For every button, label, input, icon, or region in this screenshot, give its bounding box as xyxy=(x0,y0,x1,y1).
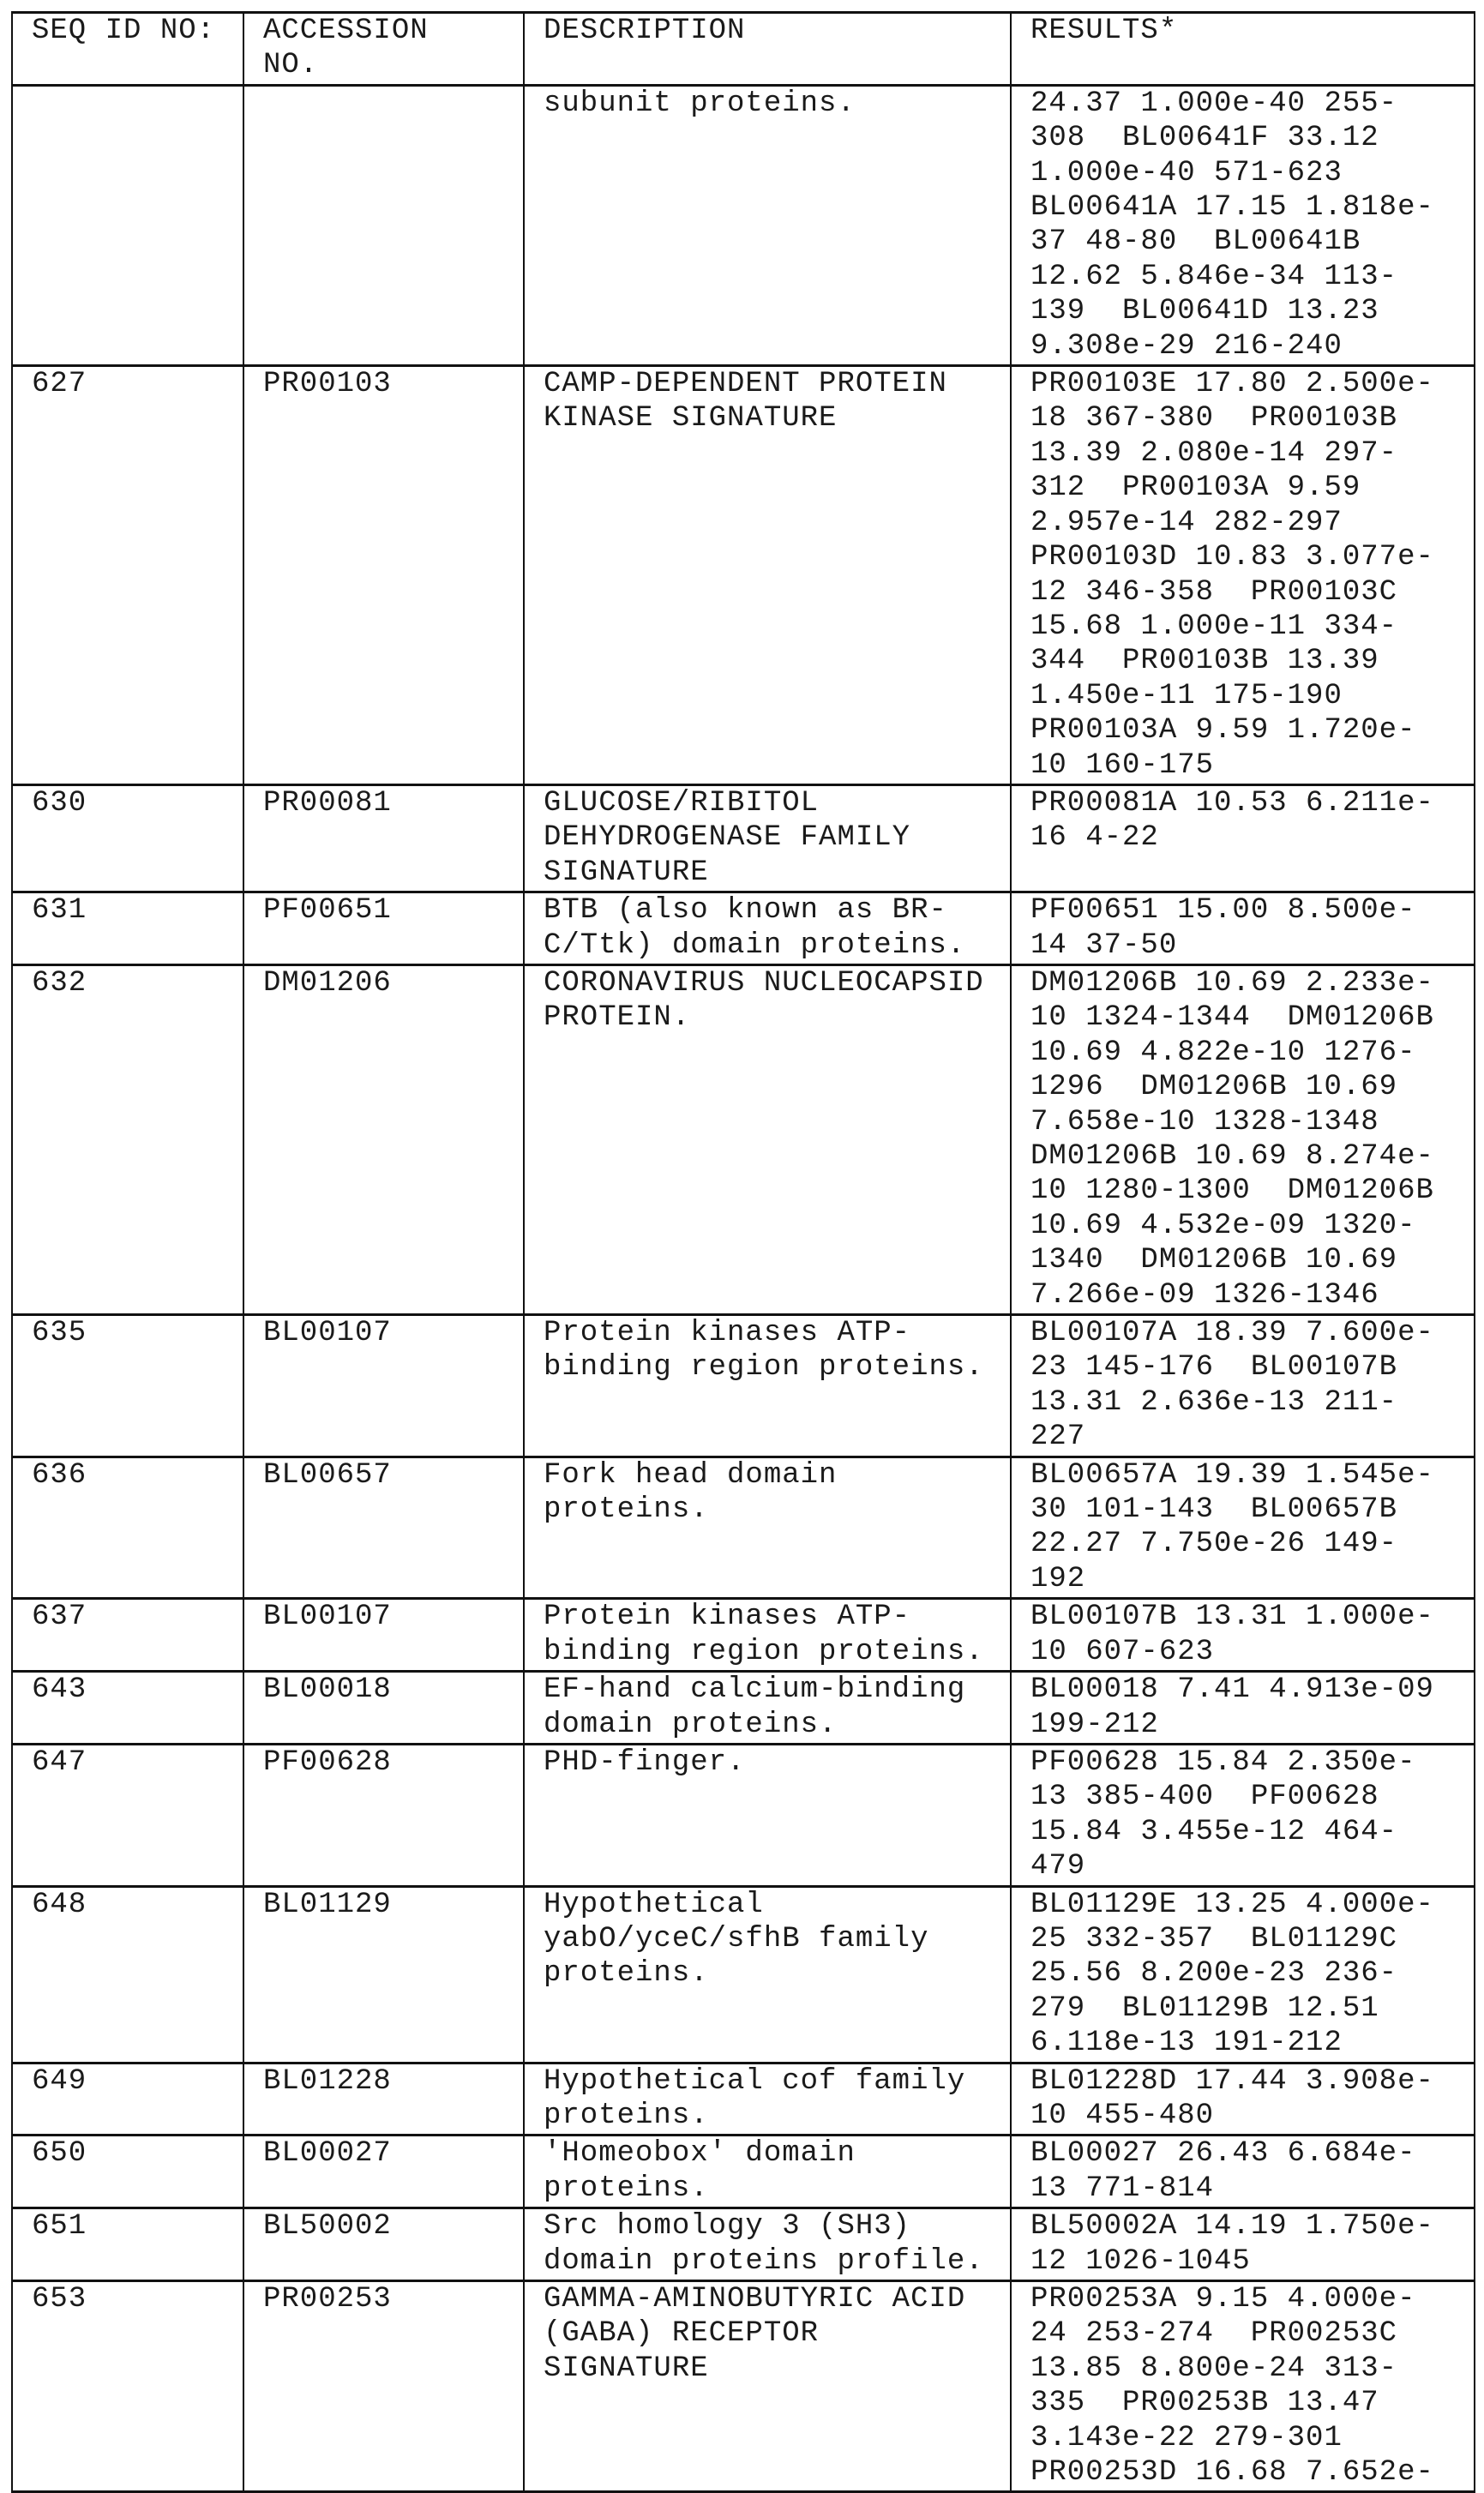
results-cell: PR00253A 9.15 4.000e- 24 253-274 PR00253C 13.85 8.800e-24 313- 335 PR00253B 13.47 3.143e-22 279-301 PR00253D 16.68 7.652e- xyxy=(1011,2281,1475,2492)
description-cell: Src homology 3 (SH3) domain proteins profile. xyxy=(524,2208,1011,2281)
accession-cell: BL01129 xyxy=(243,1886,524,2063)
results-cell: BL00107A 18.39 7.600e- 23 145-176 BL00107B 13.31 2.636e-13 211- 227 xyxy=(1011,1315,1475,1457)
results-cell: 24.37 1.000e-40 255- 308 BL00641F 33.12 1.000e-40 571-623 BL00641A 17.15 1.818e- 37 48-80 BL00641B 12.62 5.846e-34 113- 139 BL00641D 13.23 9.308e-29 216-240 xyxy=(1011,85,1475,365)
table-row xyxy=(12,1457,1475,1599)
results-cell: PF00628 15.84 2.350e- 13 385-400 PF00628 15.84 3.455e-12 464- 479 xyxy=(1011,1744,1475,1886)
seq-id-cell: 630 xyxy=(12,784,243,892)
table-row xyxy=(12,1315,1475,1457)
seq-id-cell: 648 xyxy=(12,1886,243,2063)
seq-id-cell xyxy=(12,85,243,365)
seq-id-cell: 631 xyxy=(12,892,243,965)
table-row xyxy=(12,1886,1475,2063)
description-cell: Fork head domain proteins. xyxy=(524,1457,1011,1599)
description-cell: GAMMA-AMINOBUTYRIC ACID (GABA) RECEPTOR SIGNATURE xyxy=(524,2281,1011,2492)
accession-cell xyxy=(243,85,524,365)
table-row xyxy=(12,366,1475,785)
results-cell: BL00018 7.41 4.913e-09 199-212 xyxy=(1011,1672,1475,1745)
table-row xyxy=(12,892,1475,965)
results-cell: BL50002A 14.19 1.750e- 12 1026-1045 xyxy=(1011,2208,1475,2281)
description-cell: Protein kinases ATP- binding region proteins. xyxy=(524,1599,1011,1672)
seq-id-cell: 636 xyxy=(12,1457,243,1599)
accession-cell: BL01228 xyxy=(243,2063,524,2136)
description-cell: CORONAVIRUS NUCLEOCAPSID PROTEIN. xyxy=(524,964,1011,1314)
table-row xyxy=(12,964,1475,1314)
seq-id-cell: 637 xyxy=(12,1599,243,1672)
seq-id-cell: 653 xyxy=(12,2281,243,2492)
accession-cell: PF00651 xyxy=(243,892,524,965)
accession-cell: BL00107 xyxy=(243,1599,524,1672)
accession-cell: BL00107 xyxy=(243,1315,524,1457)
table-row xyxy=(12,1599,1475,1672)
seq-id-cell: 647 xyxy=(12,1744,243,1886)
accession-cell: PR00253 xyxy=(243,2281,524,2492)
header-row xyxy=(12,13,1475,86)
description-cell: CAMP-DEPENDENT PROTEIN KINASE SIGNATURE xyxy=(524,366,1011,785)
seq-id-cell: 650 xyxy=(12,2136,243,2208)
table-row xyxy=(12,85,1475,365)
description-cell: 'Homeobox' domain proteins. xyxy=(524,2136,1011,2208)
table-row xyxy=(12,1672,1475,1745)
description-cell: Hypothetical yabO/yceC/sfhB family proteins. xyxy=(524,1886,1011,2063)
header-results: RESULTS* xyxy=(1011,13,1475,86)
description-cell: GLUCOSE/RIBITOL DEHYDROGENASE FAMILY SIGNATURE xyxy=(524,784,1011,892)
results-cell: PF00651 15.00 8.500e- 14 37-50 xyxy=(1011,892,1475,965)
seq-id-cell: 643 xyxy=(12,1672,243,1745)
table-row xyxy=(12,784,1475,892)
seq-id-cell: 649 xyxy=(12,2063,243,2136)
results-table xyxy=(11,11,1475,2493)
accession-cell: PR00103 xyxy=(243,366,524,785)
table-row xyxy=(12,2136,1475,2208)
description-cell: Hypothetical cof family proteins. xyxy=(524,2063,1011,2136)
table-row xyxy=(12,2208,1475,2281)
header-description: DESCRIPTION xyxy=(524,13,1011,86)
accession-cell: BL00027 xyxy=(243,2136,524,2208)
header-accession: ACCESSION NO. xyxy=(243,13,524,86)
description-cell: BTB (also known as BR- C/Ttk) domain proteins. xyxy=(524,892,1011,965)
seq-id-cell: 651 xyxy=(12,2208,243,2281)
header-seq-id: SEQ ID NO: xyxy=(12,13,243,86)
accession-cell: PR00081 xyxy=(243,784,524,892)
description-cell: Protein kinases ATP- binding region proteins. xyxy=(524,1315,1011,1457)
accession-cell: BL00018 xyxy=(243,1672,524,1745)
results-cell: PR00081A 10.53 6.211e- 16 4-22 xyxy=(1011,784,1475,892)
results-cell: BL00657A 19.39 1.545e- 30 101-143 BL00657B 22.27 7.750e-26 149- 192 xyxy=(1011,1457,1475,1599)
description-cell: EF-hand calcium-binding domain proteins. xyxy=(524,1672,1011,1745)
table-row xyxy=(12,2063,1475,2136)
table-body xyxy=(12,85,1475,2492)
seq-id-cell: 635 xyxy=(12,1315,243,1457)
results-cell: BL01228D 17.44 3.908e- 10 455-480 xyxy=(1011,2063,1475,2136)
results-cell: BL00027 26.43 6.684e- 13 771-814 xyxy=(1011,2136,1475,2208)
accession-cell: PF00628 xyxy=(243,1744,524,1886)
accession-cell: DM01206 xyxy=(243,964,524,1314)
results-cell: BL00107B 13.31 1.000e- 10 607-623 xyxy=(1011,1599,1475,1672)
seq-id-cell: 627 xyxy=(12,366,243,785)
accession-cell: BL50002 xyxy=(243,2208,524,2281)
table-row xyxy=(12,1744,1475,1886)
results-cell: BL01129E 13.25 4.000e- 25 332-357 BL01129C 25.56 8.200e-23 236- 279 BL01129B 12.51 6.118e-13 191-212 xyxy=(1011,1886,1475,2063)
table-row xyxy=(12,2281,1475,2492)
accession-cell: BL00657 xyxy=(243,1457,524,1599)
seq-id-cell: 632 xyxy=(12,964,243,1314)
table-header xyxy=(12,13,1475,86)
results-cell: PR00103E 17.80 2.500e- 18 367-380 PR00103B 13.39 2.080e-14 297- 312 PR00103A 9.59 2.957e-14 282-297 PR00103D 10.83 3.077e- 12 346-358 PR00103C 15.68 1.000e-11 334- 344 PR00103B 13.39 1.450e-11 175-190 PR00103A 9.59 1.720e- 10 160-175 xyxy=(1011,366,1475,785)
results-cell: DM01206B 10.69 2.233e- 10 1324-1344 DM01206B 10.69 4.822e-10 1276- 1296 DM01206B 10.69 7.658e-10 1328-1348 DM01206B 10.69 8.274e- 10 1280-1300 DM01206B 10.69 4.532e-09 1320- 1340 DM01206B 10.69 7.266e-09 1326-1346 xyxy=(1011,964,1475,1314)
description-cell: PHD-finger. xyxy=(524,1744,1011,1886)
description-cell: subunit proteins. xyxy=(524,85,1011,365)
